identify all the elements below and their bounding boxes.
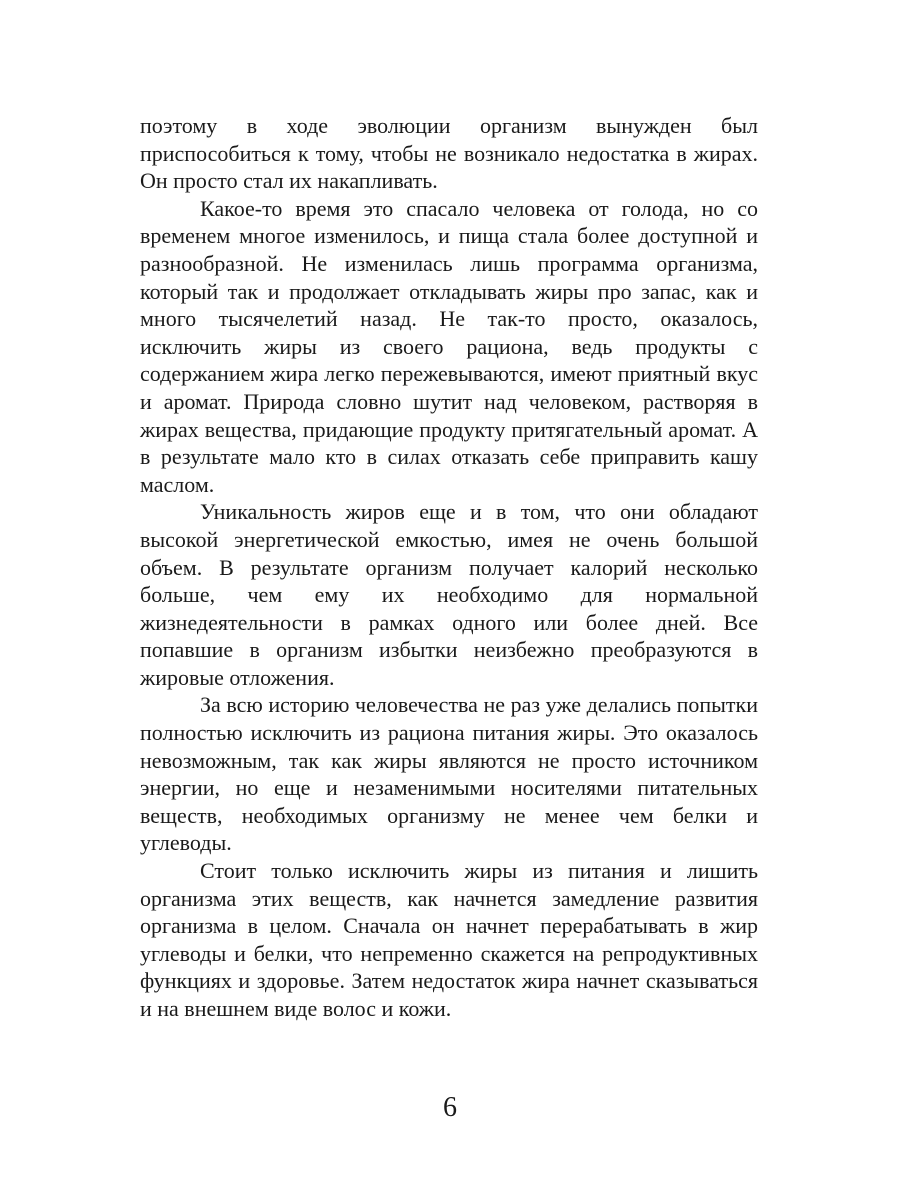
paragraph: Стоит только исключить жиры из питания и лишить организма этих веществ, как начнется замедление развития организма в целом. Сначала он начнет перерабатывать в жир углеводы и белки, что непременно скажется на репродуктивных функциях и здоровье. Затем недостаток жира начнет сказываться и на внешнем виде волос и кожи.	[140, 858, 758, 1021]
paragraph: Уникальность жиров еще и в том, что они обладают высокой энергетической емкостью, имея не очень большой объем. В результате организм получает калорий несколько больше, чем ему их необходимо для нормальной жизнедеятельности в рамках одного или более дней. Все попавшие в организм избытки неизбежно преобразуются в жировые отложения.	[140, 499, 758, 690]
page-number: 6	[443, 1092, 457, 1123]
page-body	[140, 112, 758, 1112]
paragraph: Какое-то время это спасало человека от голода, но со временем многое изменилось, и пища стала более доступной и разнообразной. Не изменилась лишь программа организма, который так и продолжает откладывать жиры про запас, как и много тысячелетий назад. Не так-то просто, оказалось, исключить жиры из своего рациона, ведь продукты с содержанием жира легко пережевываются, имеют приятный вкус и аромат. Природа словно шутит над человеком, растворяя в жирах вещества, придающие продукту притягательный аромат. А в результате мало кто в силах отказать себе приправить кашу маслом.	[140, 195, 758, 497]
paragraph-continuation: поэтому в ходе эволюции организм вынужден был приспособиться к тому, чтобы не возникало недостатка в жирах. Он просто стал их накапливать.	[140, 113, 758, 194]
paragraph: За всю историю человечества не раз уже делались попытки полностью исключить из рациона питания жиры. Это оказалось невозможным, так как жиры являются не просто источником энергии, но еще и незаменимыми носителями питательных веществ, необходимых организму не менее чем белки и углеводы.	[140, 692, 758, 856]
